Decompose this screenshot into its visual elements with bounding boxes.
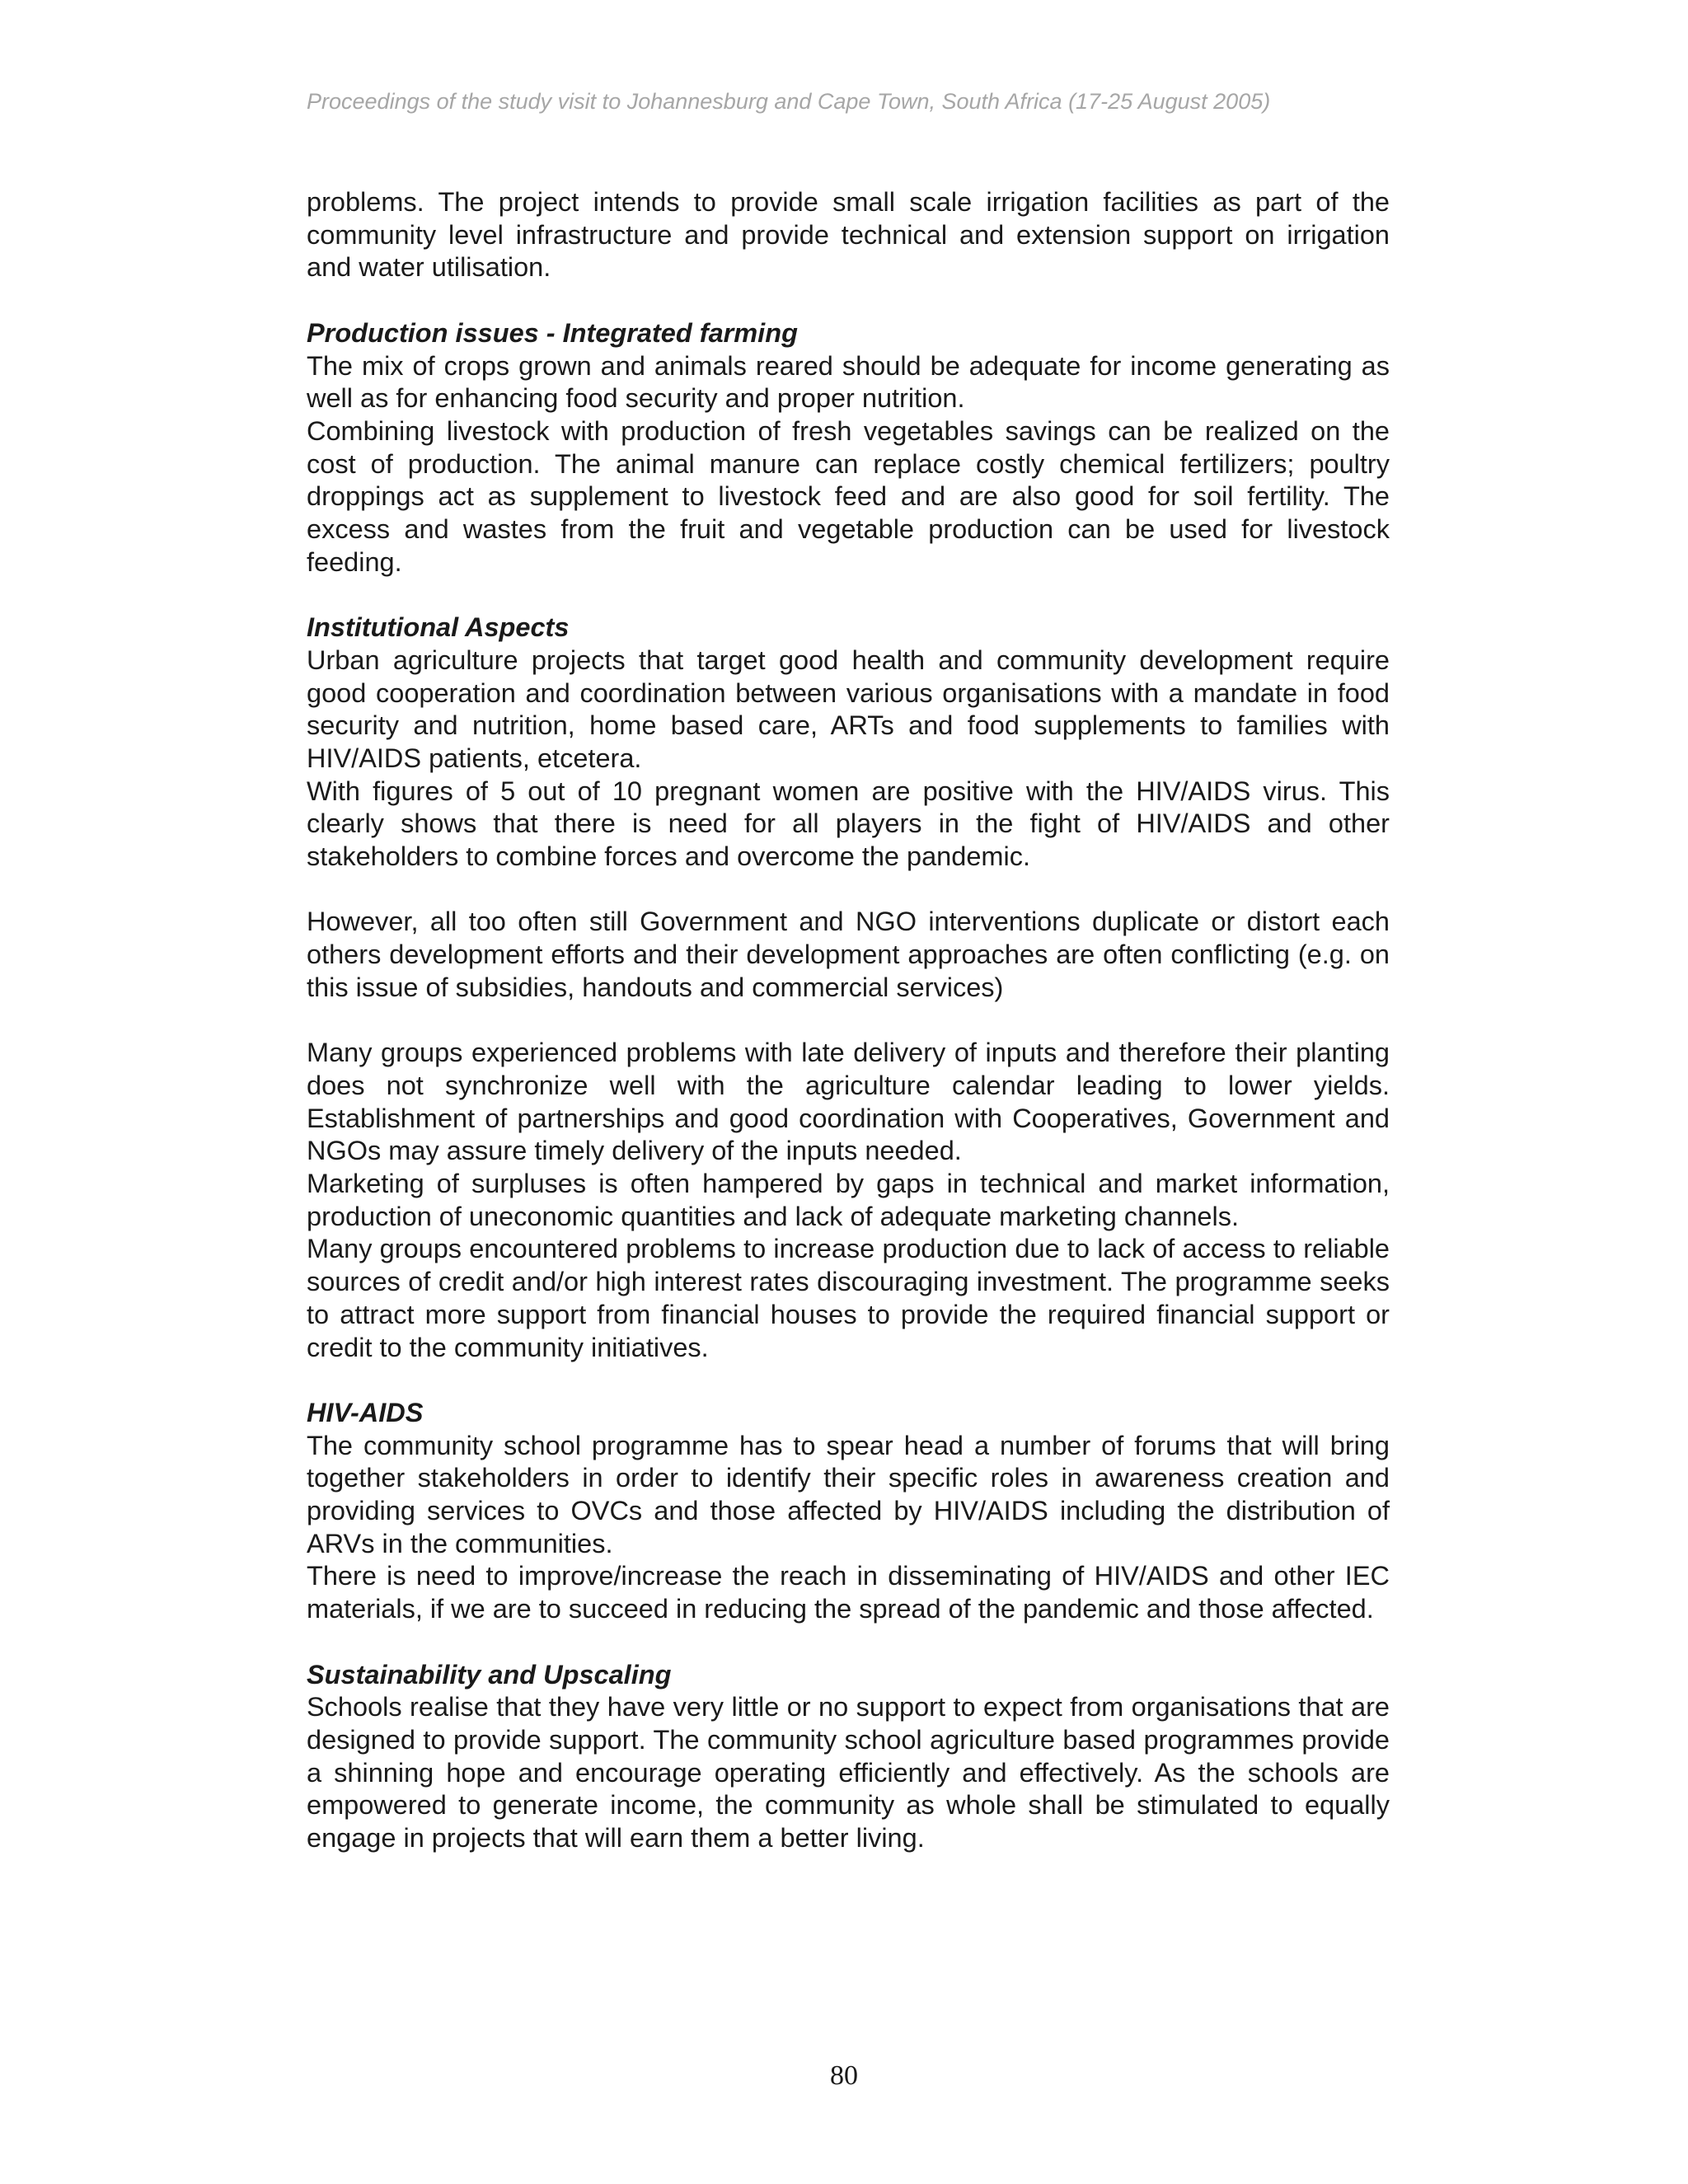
section-heading-hiv-aids: HIV-AIDS: [307, 1397, 424, 1427]
paragraph-gap: [307, 874, 1390, 907]
production-paragraph-1: The mix of crops grown and animals reared should be adequate for income generating as well as for enhancing food security and proper nutrition.: [307, 350, 1390, 414]
paragraph-gap: [307, 1626, 1390, 1659]
paragraph-gap: [307, 1005, 1390, 1038]
institutional-paragraph-2: With figures of 5 out of 10 pregnant women are positive with the HIV/AIDS virus. This clearly shows that there is need for all players in the fight of HIV/AIDS and other stakeholders to combine forces and overcome the pandemic.: [307, 776, 1390, 872]
production-paragraph-2: Combining livestock with production of fresh vegetables savings can be realized on the cost of production. The animal manure can replace costly chemical fertilizers; poultry droppings act as supplement to livestock feed and are also good for soil fertility. The excess and wastes from the fruit and vegetable production can be used for livestock feeding.: [307, 415, 1390, 577]
body-text: [307, 186, 1390, 1855]
institutional-paragraph-5: Marketing of surpluses is often hampered by gaps in technical and market information, production of uneconomic quantities and lack of adequate marketing channels.: [307, 1169, 1390, 1231]
section-heading-institutional: Institutional Aspects: [307, 612, 570, 643]
paragraph-gap: [307, 284, 1390, 317]
institutional-paragraph-6: Many groups encountered problems to increase production due to lack of access to reliable sources of credit and/or high interest rates discouraging investment. The programme seeks to attract more support from financial houses to provide the required financial support or credit to the community initiatives.: [307, 1234, 1390, 1362]
intro-paragraph: problems. The project intends to provide small scale irrigation facilities as part of the community level infrastructure and provide technical and extension support on irrigation and water utilisation.: [307, 187, 1390, 283]
institutional-paragraph-1: Urban agriculture projects that target good health and community development require good cooperation and coordination between various organisations with a mandate in food security and nutrition, home based care, ARTs and food supplements to families with HIV/AIDS patients, etcetera.: [307, 644, 1390, 773]
institutional-paragraph-4: Many groups experienced problems with late delivery of inputs and therefore their planting does not synchronize well with the agriculture calendar leading to lower yields. Establishment of partnerships and good coordination with Cooperatives, Government and NGOs may assure timely delivery of the inputs needed.: [307, 1038, 1390, 1166]
section-heading-sustainability: Sustainability and Upscaling: [307, 1659, 672, 1690]
running-header: Proceedings of the study visit to Johannesburg and Cape Town, South Africa (17-25 August 2005): [307, 89, 1271, 114]
paragraph-gap: [307, 579, 1390, 612]
sustainability-paragraph-1: Schools realise that they have very little or no support to expect from organisations that are designed to provide support. The community school agriculture based programmes provide a shinning hope and encourage operating efficiently and effectively. As the schools are empowered to generate income, the community as whole shall be stimulated to equally engage in projects that will earn them a better living.: [307, 1692, 1390, 1854]
section-heading-production: Production issues - Integrated farming: [307, 317, 798, 348]
hiv-paragraph-2: There is need to improve/increase the reach in disseminating of HIV/AIDS and other IEC materials, if we are to succeed in reducing the spread of the pandemic and those affected.: [307, 1561, 1390, 1624]
page-number: 80: [830, 2060, 858, 2091]
institutional-paragraph-3: However, all too often still Government and NGO interventions duplicate or distort each others development efforts and their development approaches are often conflicting (e.g. on this issue of subsidies, handouts and commercial services): [307, 907, 1390, 1002]
hiv-paragraph-1: The community school programme has to spear head a number of forums that will bring together stakeholders in order to identify their specific roles in awareness creation and providing services to OVCs and those affected by HIV/AIDS including the distribution of ARVs in the communities.: [307, 1430, 1390, 1558]
paragraph-gap: [307, 1364, 1390, 1397]
